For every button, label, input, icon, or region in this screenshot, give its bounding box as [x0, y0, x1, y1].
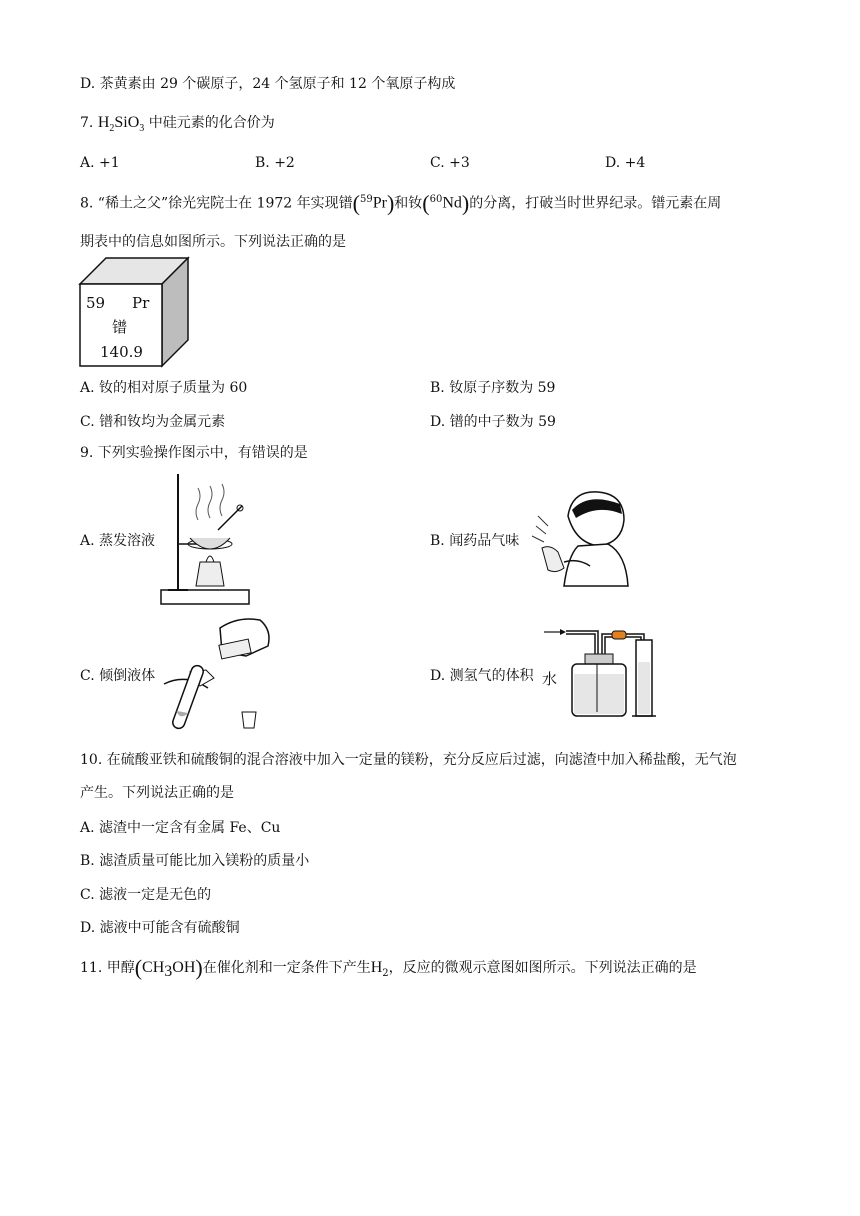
q9-stem: 9. 下列实验操作图示中，有错误的是	[80, 445, 308, 461]
q10-option-d: D. 滤液中可能含有硫酸铜	[80, 920, 240, 936]
evaporation-apparatus-icon	[158, 470, 253, 612]
q11-stem: 11. 甲醇$(CH_3OH)$在催化剂和一定条件下产生$H_2$，反应的微观示意图如图所示。下列说法正确的是	[80, 955, 697, 980]
hydrogen-volume-apparatus-icon	[540, 622, 680, 722]
q9-option-c: C. 倾倒液体	[80, 668, 156, 684]
atomic-number: 59	[86, 294, 106, 312]
q10-stem-line2: 产生。下列说法正确的是	[80, 785, 234, 801]
q9-option-d: D. 测氢气的体积	[430, 668, 534, 684]
q10-stem-line1: 10. 在硫酸亚铁和硫酸铜的混合溶液中加入一定量的镁粉，充分反应后过滤，向滤渣中加入稀盐酸，无气泡	[80, 752, 737, 768]
pouring-liquid-icon	[160, 612, 276, 740]
smelling-chemical-icon	[528, 486, 634, 594]
q9-option-b: B. 闻药品气味	[430, 533, 520, 549]
q8-option-d: D. 镨的中子数为 59	[430, 414, 556, 430]
q8-option-c: C. 镨和钕均为金属元素	[80, 414, 226, 430]
q8-option-b: B. 钕原子序数为 59	[430, 380, 556, 396]
q10-option-c: C. 滤液一定是无色的	[80, 887, 212, 903]
atomic-mass: 140.9	[100, 343, 143, 361]
q7-option-d: D. +4	[605, 155, 646, 171]
q10-option-a: A. 滤渣中一定含有金属 Fe、Cu	[80, 820, 281, 836]
element-cell-figure	[78, 256, 194, 368]
water-label: 水	[542, 670, 558, 688]
q7-option-c: C. +3	[430, 155, 470, 171]
q8-stem-line2: 期表中的信息如图所示。下列说法正确的是	[80, 234, 346, 250]
q7-option-a: A. +1	[80, 155, 120, 171]
q9-option-a: A. 蒸发溶液	[80, 533, 156, 549]
element-name: 镨	[112, 318, 128, 336]
q8-stem-line1: 8. “稀土之父”徐光宪院士在 1972 年实现镨($^{59}$Pr)和钕($^{60}$Nd)的分离，打破当时世界纪录。镨元素在周	[80, 190, 722, 216]
element-symbol: Pr	[132, 294, 150, 312]
q7-option-b: B. +2	[255, 155, 295, 171]
q8-option-a: A. 钕的相对原子质量为 60	[80, 380, 248, 396]
q6-option-d: D. 茶黄素由 29 个碳原子，24 个氢原子和 12 个氧原子构成	[80, 76, 456, 92]
q10-option-b: B. 滤渣质量可能比加入镁粉的质量小	[80, 853, 310, 869]
q7-stem: 7. $H_2SiO_3$ 中硅元素的化合价为	[80, 114, 275, 135]
